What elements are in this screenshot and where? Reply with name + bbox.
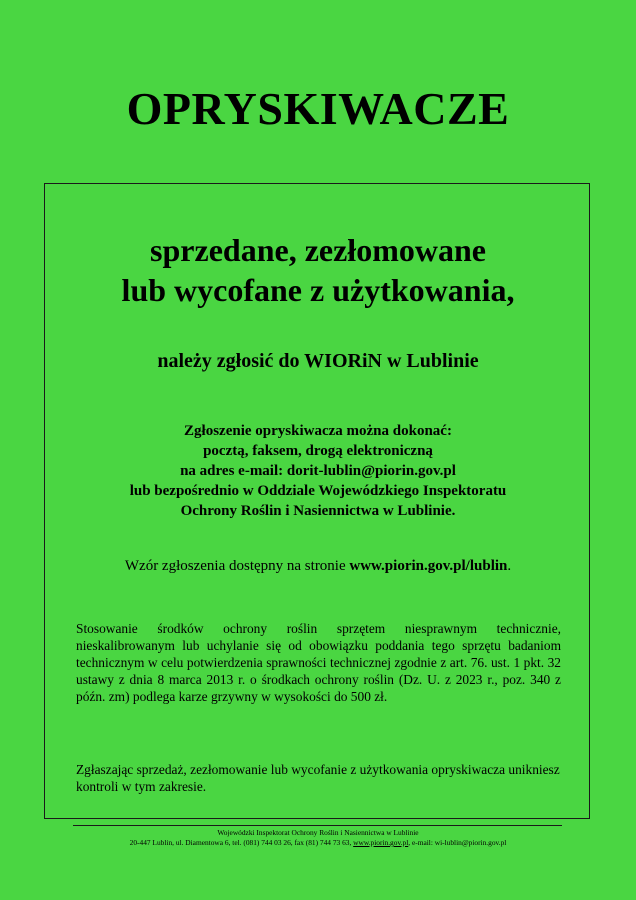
- control-paragraph: Zgłaszając sprzedaż, zezłomowanie lub wycofanie z użytkowania opryskiwacza unikniesz kontroli w tym zakresie.: [76, 762, 560, 794]
- penalty-paragraph: Stosowanie środków ochrony roślin sprzętem niesprawnym technicznie, nieskalibrowanym lub uchylanie się od obowiązku poddania tego sprzętu badaniom technicznym w celu potwierdzenia sprawności technicznej zgodnie z art. 76. ust. 1 pkt. 32 ustawy z dnia 8 marca 2013 r. o środkach ochrony roślin (Dz. U. z 2023 r., poz. 340 z późn. zm) podlega karze grzywny w wysokości do 500 zł.: [76, 621, 561, 704]
- footer-address: 20-447 Lublin, ul. Diamentowa 6, tel. (081) 744 03 26, fax (81) 744 73 63,: [129, 838, 354, 847]
- headline-line-2: lub wycofane z użytkowania,: [121, 272, 515, 308]
- how-line: Ochrony Roślin i Nasiennictwa w Lublinie.: [180, 503, 456, 519]
- template-info: [0, 558, 636, 575]
- footer-contact: [0, 838, 636, 848]
- template-url[interactable]: www.piorin.gov.pl/lublin: [349, 558, 508, 574]
- template-suffix: .: [507, 558, 512, 574]
- page-title: OPRYSKIWACZE: [126, 83, 510, 134]
- report-to-text: należy zgłosić do WIORiN w Lublinie: [157, 350, 479, 372]
- headline: [0, 230, 636, 310]
- template-prefix: Wzór zgłoszenia dostępny na stronie: [124, 558, 350, 574]
- headline-line-1: sprzedane, zezłomowane: [150, 232, 486, 268]
- how-line: Zgłoszenie opryskiwacza można dokonać:: [184, 423, 452, 439]
- footer-email: , e-mail: wi-lublin@piorin.gov.pl: [408, 838, 507, 847]
- footer-org: Wojewódzki Inspektorat Ochrony Roślin i Nasiennictwa w Lublinie: [217, 828, 419, 837]
- footer: [0, 828, 636, 848]
- footer-divider: [73, 825, 562, 826]
- how-line: na adres e-mail: dorit-lublin@piorin.gov.pl: [180, 463, 456, 479]
- how-line: pocztą, faksem, drogą elektroniczną: [203, 443, 433, 459]
- how-to-report: [0, 421, 636, 521]
- how-line: lub bezpośrednio w Oddziale Wojewódzkiego Inspektoratu: [129, 483, 507, 499]
- footer-website-link[interactable]: www.piorin.gov.pl: [353, 838, 409, 847]
